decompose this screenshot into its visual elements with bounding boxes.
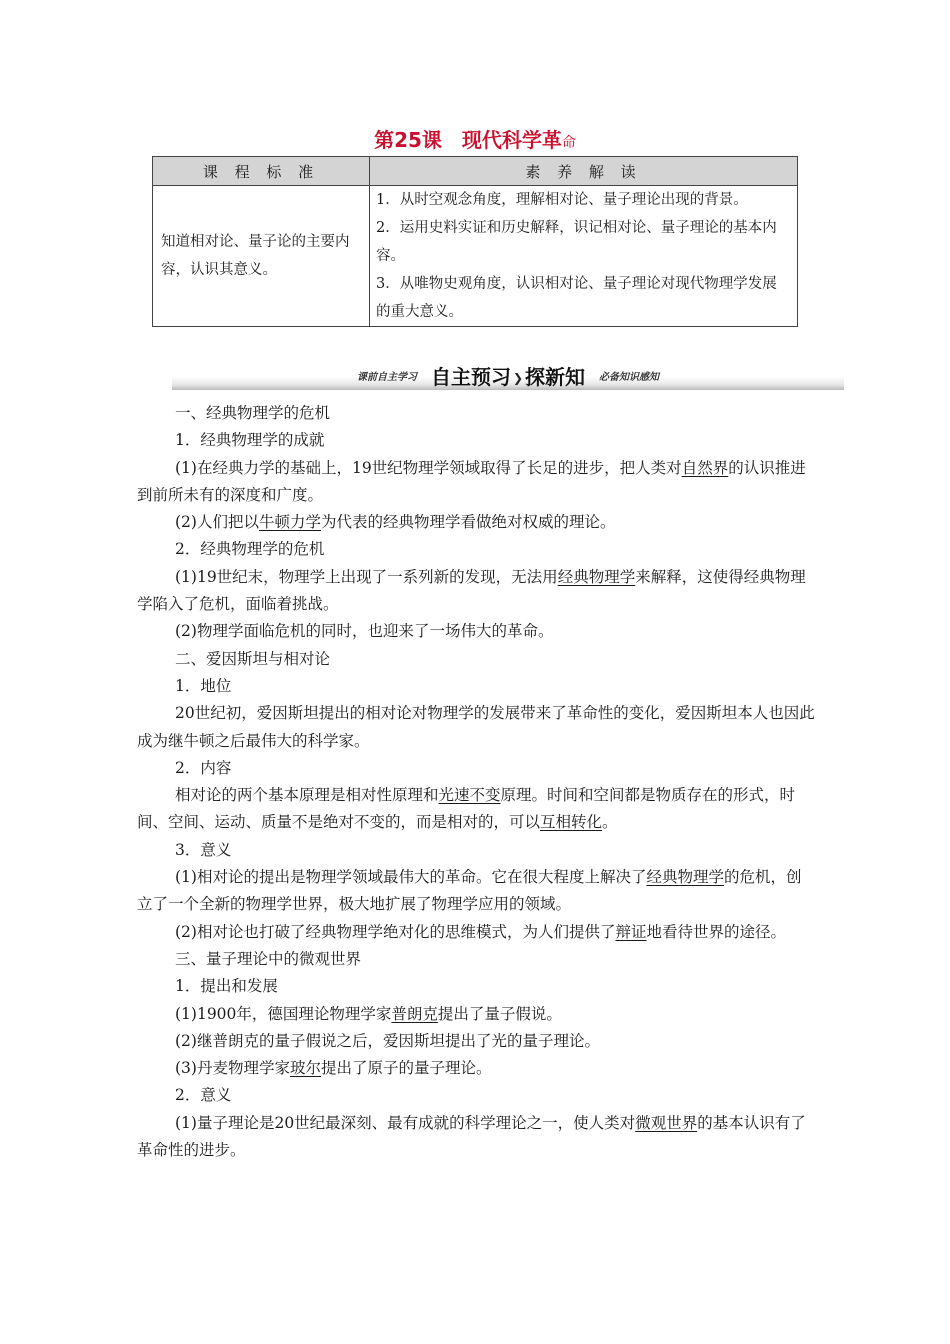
text-run: 的认识推进到前所未有的深度和广度。 [137,458,806,504]
table-row [153,186,798,327]
study-notes [0,400,950,1164]
banner-left-label: 课前自主学习 [356,371,417,383]
banner-title-b: 探新知 [525,364,586,389]
header-curriculum-standard: 课 程 标 准 [153,157,370,186]
lesson-title-main: 第25课 现代科学革 [374,128,562,152]
text-run: 来解释，这使得经典物理学陷入了危机，面临着挑战。 [137,567,806,614]
text-run: 提出了原子的量子理论。 [320,1059,492,1078]
underlined-answer: 互相转化 [540,813,603,832]
paragraph: (2)继普朗克的量子假说之后，爱因斯坦提出了光的量子理论。 [175,1031,600,1050]
underlined-answer: 微观世界 [635,1113,698,1132]
underlined-answer: 牛顿力学 [258,513,321,532]
subheading: 2．内容 [175,758,232,777]
interpretation-item: 2．运用史料实证和历史解释，识记相对论、量子理论的基本内容。 [376,220,777,264]
interpretation-cell [370,186,798,327]
subheading: 1．经典物理学的成就 [175,431,325,450]
paragraph [0,864,815,919]
lesson-title [0,124,950,153]
text-run: 。 [602,813,618,832]
text-run: 地看待世界的途径。 [646,922,786,941]
subheading: 1．提出和发展 [175,977,278,996]
underlined-answer: 经典物理学 [646,868,724,887]
header-literacy-interpretation: 素 养 解 读 [370,157,798,186]
text-run: 原理。时间和空间都是物质存在的形式，时间、空间、运动、质量不是绝对不变的，而是相对的，可以 [137,786,796,832]
subheading: 2．意义 [175,1086,232,1105]
chevron-right-icon: ❯ [512,371,524,385]
underlined-answer: 普朗克 [391,1004,438,1023]
underlined-answer: 玻尔 [289,1059,321,1078]
underlined-answer: 光速不变 [438,786,501,805]
interpretation-item: 1．从时空观念角度，理解相对论、量子理论出现的背景。 [376,192,748,208]
text-run: 提出了量子假说。 [437,1004,562,1023]
text-run: (3)丹麦物理学家 [175,1059,290,1078]
paragraph [0,509,815,536]
section-heading: 二、爱因斯坦与相对论 [175,649,331,668]
table-header-row [153,157,798,186]
interpretation-item: 3．从唯物史观角度，认识相对论、量子理论对现代物理学发展的重大意义。 [376,276,777,320]
lesson-title-suffix: 命 [561,135,576,151]
section-heading: 一、经典物理学的危机 [175,404,331,422]
paragraph [0,1001,815,1028]
text-run: 的基本认识有了革命性的进步。 [137,1113,806,1160]
section-heading: 三、量子理论中的微观世界 [175,949,362,968]
text-run: 相对论的两个基本原理是相对性原理和 [175,786,439,805]
banner-right-label: 必备知识感知 [599,371,660,383]
standard-cell: 知道相对论、量子论的主要内容，认识其意义。 [153,186,370,327]
text-run: 的危机，创立了一个全新的物理学世界，极大地扩展了物理学应用的领域。 [137,868,802,914]
text-run: (1)1900年，德国理论物理学家 [175,1004,392,1023]
text-run: (1)19世纪末，物理学上出现了一系列新的发现，无法用 [175,567,558,586]
paragraph [0,782,815,837]
paragraph [0,564,815,619]
subheading: 3．意义 [175,840,232,859]
text-run: 为代表的经典物理学看做绝对权威的理论。 [320,513,616,532]
underlined-answer: 辩证 [615,922,647,941]
paragraph: 20世纪初，爱因斯坦提出的相对论对物理学的发展带来了革命性的变化，爱因斯坦本人也因此成为继牛顿之后最伟大的科学家。 [137,704,815,750]
subheading: 1．地位 [175,676,232,695]
text-run: (2)人们把以 [175,513,259,532]
banner-title [431,361,585,390]
paragraph [0,1110,815,1165]
paragraph [0,1055,815,1082]
underlined-answer: 经典物理学 [557,567,636,586]
section-banner [172,360,844,390]
text-run: (2)相对论也打破了经典物理学绝对化的思维模式，为人们提供了 [175,922,616,941]
paragraph [0,919,815,946]
text-run: (1)量子理论是20世纪最深刻、最有成就的科学理论之一，使人类对 [175,1113,636,1132]
paragraph: (2)物理学面临危机的同时，也迎来了一场伟大的革命。 [175,622,554,641]
paragraph [0,455,815,510]
text-run: (1)在经典力学的基础上，19世纪物理学领域取得了长足的进步，把人类对 [175,458,682,477]
banner-title-a: 自主预习 [430,364,511,389]
text-run: (1)相对论的提出是物理学领域最伟大的革命。它在很大程度上解决了 [175,868,647,887]
curriculum-standards-table [152,156,798,327]
underlined-answer: 自然界 [681,458,729,477]
subheading: 2．经典物理学的危机 [175,540,325,559]
